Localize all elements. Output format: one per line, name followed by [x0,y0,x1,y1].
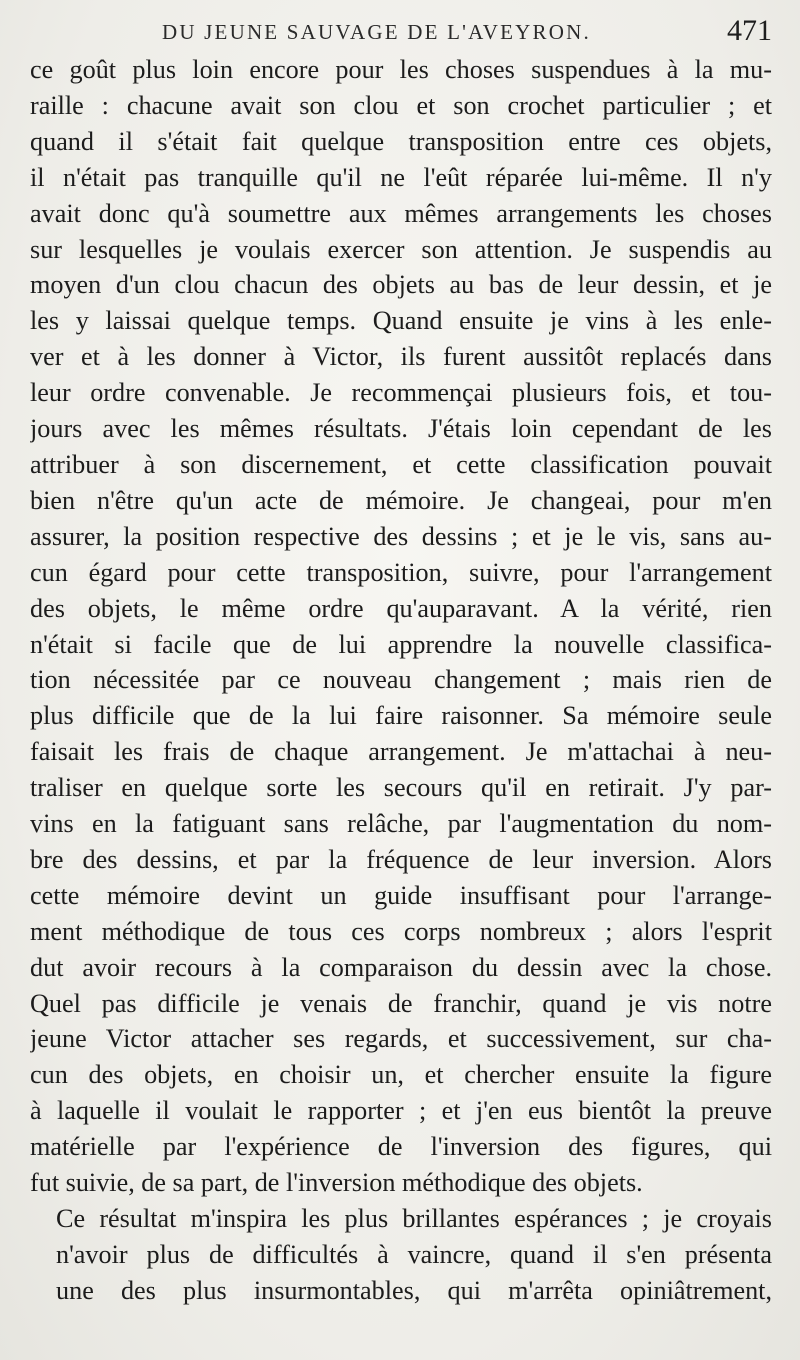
text-line: fut suivie, de sa part, de l'inversion méthodique des objets. [30,1168,643,1198]
text-line: une des plus insurmontables, qui m'arrêta opiniâtrement, [56,1275,772,1305]
paragraph-2 [30,1201,772,1309]
text-line: n'avoir plus de difficultés à vaincre, quand il s'en présenta [56,1239,772,1269]
text-line: cun égard pour cette transposition, suivre, pour l'arrangement [30,557,772,587]
text-line: raille : chacune avait son clou et son crochet particulier ; et [30,90,772,120]
text-line: bien n'être qu'un acte de mémoire. Je changeai, pour m'en [30,485,772,515]
text-line: jours avec les mêmes résultats. J'étais loin cependant de les [30,414,772,444]
text-line: ce goût plus loin encore pour les choses suspendues à la mu- [30,55,772,84]
text-line: tion nécessitée par ce nouveau changement ; mais rien de [30,665,772,695]
text-line: moyen d'un clou chacun des objets au bas de leur dessin, et je [30,270,772,300]
text-line: bre des dessins, et par la fréquence de leur inversion. Alors [30,844,772,874]
text-line: sur lesquelles je voulais exercer son attention. Je suspendis au [30,234,772,264]
text-line: quand il s'était fait quelque transposition entre ces objets, [30,126,772,156]
text-line: cette mémoire devint un guide insuffisant pour l'arrange- [30,880,772,910]
text-line: il n'était pas tranquille qu'il ne l'eût réparée lui-même. Il n'y [30,162,772,192]
text-line: vins en la fatiguant sans relâche, par l'augmentation du nom- [30,809,772,839]
text-line: avait donc qu'à soumettre aux mêmes arrangements les choses [30,198,772,228]
paragraph-1 [30,52,772,1201]
text-line: les y laissai quelque temps. Quand ensuite je vins à les enle- [30,306,772,336]
text-line: cun des objets, en choisir un, et chercher ensuite la figure [30,1060,772,1090]
text-line: n'était si facile que de lui apprendre la nouvelle classifica- [30,629,772,659]
text-line: assurer, la position respective des dessins ; et je le vis, sans au- [30,521,772,551]
text-line: ment méthodique de tous ces corps nombreux ; alors l'esprit [30,916,772,946]
running-title: DU JEUNE SAUVAGE DE L'AVEYRON. [162,20,591,44]
running-head [30,14,772,48]
text-line: traliser en quelque sorte les secours qu'il en retirait. J'y par- [30,773,772,803]
text-line: Ce résultat m'inspira les plus brillantes espérances ; je croyais [56,1204,772,1233]
text-line: Quel pas difficile je venais de franchir, quand je vis notre [30,988,772,1018]
text-line: dut avoir recours à la comparaison du dessin avec la chose. [30,952,772,982]
body-text [30,52,772,1309]
text-line: des objets, le même ordre qu'auparavant. A la vérité, rien [30,593,772,623]
text-line: ver et à les donner à Victor, ils furent aussitôt replacés dans [30,342,772,372]
text-line: faisait les frais de chaque arrangement. Je m'attachai à neu- [30,737,772,767]
text-line: leur ordre convenable. Je recommençai plusieurs fois, et tou- [30,378,772,408]
text-line: à laquelle il voulait le rapporter ; et j'en eus bientôt la preuve [30,1096,772,1126]
text-line: jeune Victor attacher ses regards, et successivement, sur cha- [30,1024,772,1054]
text-line: plus difficile que de la lui faire raisonner. Sa mémoire seule [30,701,772,731]
page-number: 471 [727,14,772,47]
text-line: matérielle par l'expérience de l'inversion des figures, qui [30,1132,772,1162]
text-line: attribuer à son discernement, et cette classification pouvait [30,449,772,479]
